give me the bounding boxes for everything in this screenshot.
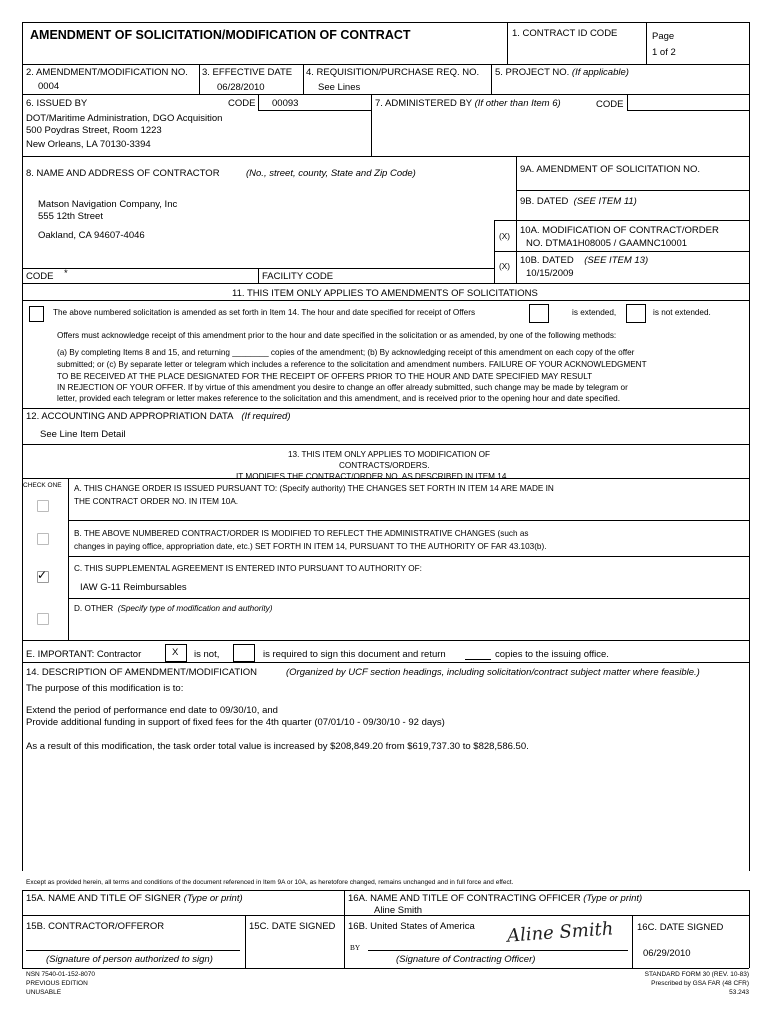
item-9b-label: 9B. DATED (SEE ITEM 11) [520, 196, 637, 207]
rule [22, 890, 749, 891]
contractor-is-not-mark: X [172, 647, 179, 658]
nsn-number: NSN 7540-01-152-8070 [26, 971, 96, 978]
contracting-officer-signature: Aline Smith [506, 918, 615, 947]
rule [22, 283, 749, 284]
rule [22, 662, 749, 663]
contractor-note: (No., street, county, State and Zip Code) [246, 168, 416, 179]
rule [22, 890, 23, 968]
rule [507, 22, 508, 64]
item-11-p2c: TO BE RECEIVED AT THE PLACE DESIGNATED FOR THE RECEIPT OF OFFERS PRIOR TO THE HOUR AND DATE SPECIFIED MAY RESULT [57, 372, 593, 381]
gsa-far-label: Prescribed by GSA FAR (48 CFR) [651, 980, 749, 987]
item-13a-line2: THE CONTRACT ORDER NO. IN ITEM 10A. [74, 497, 239, 506]
rule [245, 915, 246, 968]
item-14-line4: As a result of this modification, the task order total value is increased by $208,849.20 from $619,737.30 to $828,586.50. [26, 741, 529, 752]
rule [22, 444, 749, 445]
item-16a-label: 16A. NAME AND TITLE OF CONTRACTING OFFICER (Type or print) [348, 893, 643, 904]
rule [22, 22, 23, 871]
signature-16-caption: (Signature of Contracting Officer) [396, 954, 536, 965]
x-marker-10b: (X) [499, 262, 510, 271]
item-13-header-3: IT MODIFIES THE CONTRACT/ORDER NO. AS DESCRIBED IN ITEM 14. [236, 472, 509, 481]
unusable-label: UNUSABLE [26, 989, 62, 996]
rule [494, 251, 749, 252]
facility-code-label: FACILITY CODE [262, 271, 334, 282]
item-10a-label: 10A. MODIFICATION OF CONTRACT/ORDER [520, 225, 719, 236]
amendment-no-value: 0004 [38, 81, 60, 92]
rule [68, 478, 69, 640]
item-11-p2a: (a) By completing Items 8 and 15, and returning ________ copies of the amendment; (b) By acknowledging receipt of this amendment on each copy of the offer [57, 348, 635, 357]
rule [258, 94, 259, 110]
not-extended-checkbox[interactable] [626, 304, 646, 323]
not-extended-label: is not extended. [653, 308, 711, 317]
issued-code-label: CODE [228, 98, 256, 109]
item-15b-label: 15B. CONTRACTOR/OFFEROR [26, 921, 165, 932]
previous-edition: PREVIOUS EDITION [26, 980, 88, 987]
contractor-line1: Matson Navigation Company, Inc [38, 199, 178, 210]
rule [646, 22, 647, 64]
item-16c-label: 16C. DATE SIGNED [637, 922, 724, 933]
issued-by-line2: 500 Poydras Street, Room 1223 [26, 125, 162, 136]
requisition-value: See Lines [318, 82, 361, 93]
item-9a-label: 9A. AMENDMENT OF SOLICITATION NO. [520, 164, 700, 175]
rule [303, 64, 304, 94]
rule [632, 915, 633, 968]
project-no-label: 5. PROJECT NO. (If applicable) [495, 67, 629, 78]
item-12-label: 12. ACCOUNTING AND APPROPRIATION DATA (If required) [26, 411, 291, 422]
issued-by-line3: New Orleans, LA 70130-3394 [26, 139, 151, 150]
offers-checkbox[interactable] [29, 306, 44, 322]
item-15a-label: 15A. NAME AND TITLE OF SIGNER (Type or print) [26, 893, 243, 904]
rule [491, 64, 492, 94]
rule [68, 556, 749, 557]
item-13-header-1: 13. THIS ITEM ONLY APPLIES TO MODIFICATION OF [288, 450, 491, 459]
form-title: AMENDMENT OF SOLICITATION/MODIFICATION OF CONTRACT [30, 28, 411, 42]
rule [68, 520, 749, 521]
contractor-is-required-box[interactable] [233, 644, 255, 662]
rule [749, 22, 750, 871]
effective-date-label: 3. EFFECTIVE DATE [202, 67, 293, 78]
checkbox-13b[interactable] [37, 533, 49, 545]
administered-by-label: 7. ADMINISTERED BY (If other than Item 6) [375, 98, 561, 109]
page-value: 1 of 2 [652, 47, 676, 58]
signature-line-15 [26, 950, 240, 951]
extended-label: is extended, [572, 308, 617, 317]
x-marker-10a: (X) [499, 232, 510, 241]
by-label: BY [350, 943, 361, 952]
contractor-code-label: CODE [26, 271, 54, 282]
copies-label: copies to the issuing office. [495, 649, 609, 660]
item-14-line2: Extend the period of performance end date to 09/30/10, and [26, 705, 278, 716]
rule [627, 110, 749, 111]
rule [494, 220, 749, 221]
item-13c-value: IAW G-11 Reimbursables [80, 582, 187, 593]
rule [22, 408, 749, 409]
item-10b-value: 10/15/2009 [526, 268, 574, 279]
rule [627, 94, 628, 110]
item-10b-label: 10B. DATED (SEE ITEM 13) [520, 255, 649, 266]
item-16a-value: Aline Smith [374, 905, 423, 916]
rule [344, 890, 345, 968]
rule [199, 64, 200, 94]
contractor-code-value: * [64, 268, 68, 279]
checkmark-icon: ✓ [37, 568, 48, 582]
issued-by-line1: DOT/Maritime Administration, DGO Acquisition [26, 113, 223, 124]
copies-blank [465, 659, 491, 660]
page-label: Page [652, 31, 675, 42]
requisition-label: 4. REQUISITION/PURCHASE REQ. NO. [306, 67, 480, 78]
rule [22, 300, 749, 301]
item-13b-line1: B. THE ABOVE NUMBERED CONTRACT/ORDER IS MODIFIED TO REFLECT THE ADMINISTRATIVE CHANGES (such as [74, 529, 529, 538]
item-11-line1: The above numbered solicitation is amended as set forth in Item 14. The hour and date specified for receipt of Offers [53, 308, 476, 317]
item-11-p2e: letter, provided each telegram or letter makes reference to the solicitation and this amendment, and is received prior to the opening hour and date specified. [57, 394, 620, 403]
extended-checkbox[interactable] [529, 304, 549, 323]
far-number: 53.243 [729, 989, 749, 996]
contractor-label: 8. NAME AND ADDRESS OF CONTRACTOR [26, 168, 220, 179]
amendment-no-label: 2. AMENDMENT/MODIFICATION NO. [26, 67, 188, 78]
item-13a-line1: A. THIS CHANGE ORDER IS ISSUED PURSUANT TO: (Specify authority) THE CHANGES SET FORTH IN ITEM 14 ARE MADE IN [74, 484, 554, 493]
contractor-line3: Oakland, CA 94607-4046 [38, 230, 145, 241]
rule [371, 94, 372, 156]
item-11-p2b: submitted; or (c) By separate letter or telegram which includes a reference to the solicitation and amendment numbers. FAILURE OF YOUR ACKNOWLEDGMENT [57, 360, 647, 369]
item-16c-value: 06/29/2010 [643, 948, 691, 959]
item-15c-label: 15C. DATE SIGNED [249, 921, 336, 932]
rule [22, 968, 749, 969]
issued-code-value: 00093 [272, 98, 299, 109]
signature-line-16 [368, 950, 628, 951]
item-11-p1: Offers must acknowledge receipt of this amendment prior to the hour and date specified in the solicitation or as amended, by one of the following methods: [57, 331, 617, 340]
except-clause: Except as provided herein, all terms and conditions of the document referenced in Item 9A or 10A, as heretofore changed, remains unchanged and in full force and effect. [26, 879, 514, 886]
item-13-header-2: CONTRACTS/ORDERS. [339, 461, 430, 470]
item-14-note: (Organized by UCF section headings, including solicitation/contract subject matter where feasible.) [286, 667, 700, 678]
contractor-line2: 555 12th Street [38, 211, 103, 222]
rule [22, 156, 749, 157]
is-required-label: is required to sign this document and return [263, 649, 446, 660]
signature-15-caption: (Signature of person authorized to sign) [46, 954, 213, 965]
important-label: E. IMPORTANT: Contractor [26, 649, 142, 660]
item-13b-line2: changes in paying office, appropriation date, etc.) SET FORTH IN ITEM 14, PURSUANT TO THE AUTHORITY OF FAR 43.103(b). [74, 542, 547, 551]
item-10a-value: NO. DTMA1H08005 / GAAMNC10001 [526, 238, 688, 249]
item-13d-line1: D. OTHER (Specify type of modification and authority) [74, 604, 273, 613]
item-14-label: 14. DESCRIPTION OF AMENDMENT/MODIFICATION [26, 667, 258, 678]
checkbox-13a[interactable] [37, 500, 49, 512]
item-16b-label: 16B. United States of America [348, 921, 475, 932]
issued-by-label: 6. ISSUED BY [26, 98, 88, 109]
rule [22, 22, 749, 23]
rule [22, 640, 749, 641]
item-12-value: See Line Item Detail [40, 429, 126, 440]
rule [22, 64, 749, 65]
item-13c-line1: C. THIS SUPPLEMENTAL AGREEMENT IS ENTERED INTO PURSUANT TO AUTHORITY OF: [74, 564, 422, 573]
rule [22, 94, 749, 95]
contract-id-label: 1. CONTRACT ID CODE [512, 28, 618, 39]
is-not-label: is not, [194, 649, 220, 660]
rule [516, 190, 749, 191]
administered-code-label: CODE [596, 99, 624, 110]
standard-form-label: STANDARD FORM 30 (REV. 10-83) [644, 971, 749, 978]
effective-date-value: 06/28/2010 [217, 82, 265, 93]
rule [68, 598, 749, 599]
item-14-line3: Provide additional funding in support of fixed fees for the 4th quarter (07/01/10 - 09/30/10 - 92 days) [26, 717, 445, 728]
item-11-p2d: IN REJECTION OF YOUR OFFER. If by virtue of this amendment you desire to change an offer already submitted, such change may be made by telegram or [57, 383, 628, 392]
check-one-label: CHECK ONE [23, 482, 62, 489]
rule [258, 268, 259, 283]
item-11-header: 11. THIS ITEM ONLY APPLIES TO AMENDMENTS OF SOLICITATIONS [232, 288, 538, 299]
item-14-line1: The purpose of this modification is to: [26, 683, 184, 694]
rule [749, 890, 750, 968]
checkbox-13d[interactable] [37, 613, 49, 625]
rule [258, 110, 371, 111]
